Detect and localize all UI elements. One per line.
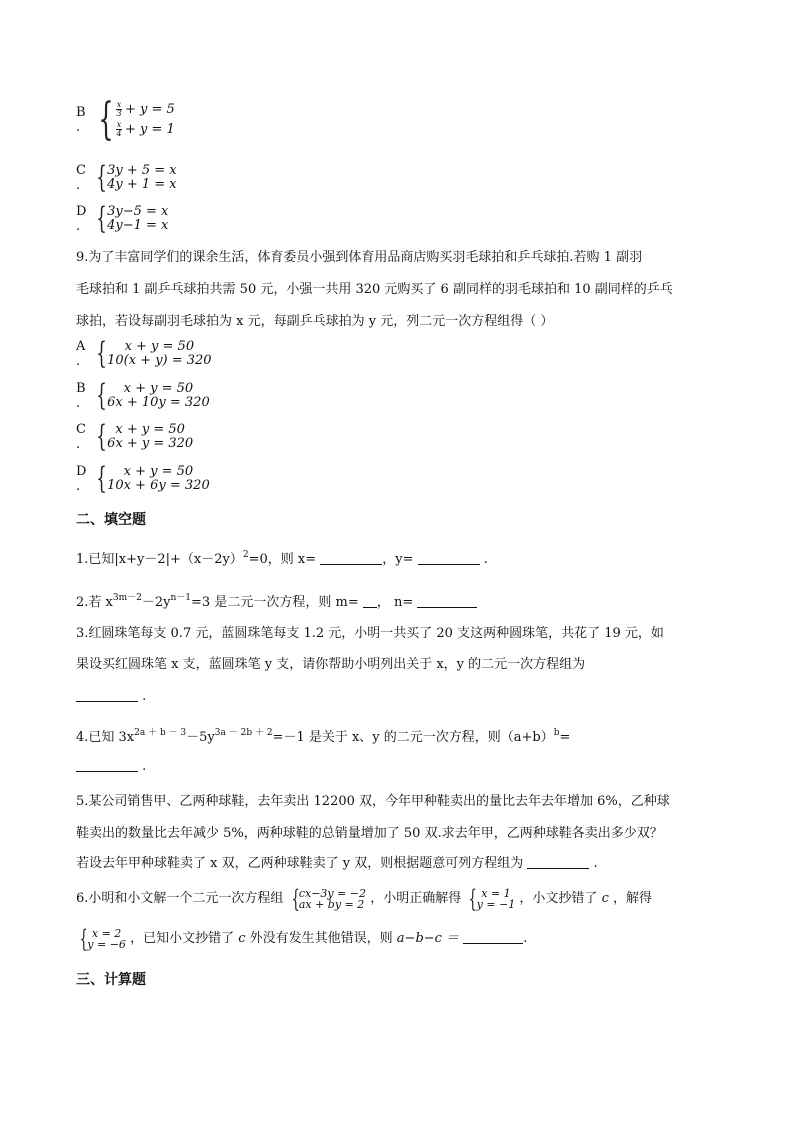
option-label: A . — [76, 339, 86, 369]
section-heading: 三、计算题 — [76, 972, 146, 988]
fill-question-5: 若设去年甲种球鞋卖了 x 双，乙两种球鞋卖了 y 双，则根据题意可列方程组为 . — [76, 856, 598, 871]
fill-question-4: 4.已知 $3x^{2a + b - 3}-5y^{3a - 2b + 2}=-1$ 是关于 x、y 的二元一次方程，则$(a+b)^b=$ — [76, 728, 571, 745]
equation-system: x + y = 50 6x + y = 320 — [107, 422, 194, 451]
equation-system: $\frac{x}{3}$ + y = 5 $\frac{x}{4}$ + y = 1 — [116, 100, 175, 138]
brace-icon: { — [468, 884, 478, 913]
answer-blank[interactable] — [320, 551, 382, 565]
answer-blank[interactable] — [76, 758, 138, 772]
brace-icon: { — [290, 884, 300, 913]
equation-system: { cx−3y = −2 ax + by = 2 — [290, 884, 367, 913]
brace-icon: { — [96, 336, 107, 371]
fill-question-5: 5.某公司销售甲、乙两种球鞋，去年卖出 12200 双，今年甲种鞋卖出的量比去年去年增加 6%，乙种球 — [76, 794, 670, 809]
equation-system: x + y = 50 6x + 10y = 320 — [107, 381, 210, 410]
equation-system: x + y = 50 10x + 6y = 320 — [107, 464, 210, 493]
fill-question-4: . — [76, 758, 146, 776]
brace-icon: { — [96, 378, 107, 413]
fill-question-3: 3.红圆珠笔每支 0.7 元，蓝圆珠笔每支 1.2 元，小明一共买了 20 支这两种圆珠笔，共花了 19 元，如 — [76, 626, 664, 641]
fill-question-5: 鞋卖出的数量比去年减少 5%，两种球鞋的总销量增加了 50 双.求去年甲，乙两种球鞋各卖出多少双？ — [76, 826, 663, 841]
brace-icon: { — [96, 201, 107, 236]
equation-system: 3y−5 = x 4y−1 = x — [107, 204, 169, 233]
brace-icon: { — [98, 94, 114, 145]
fill-question-3: . — [76, 688, 146, 706]
q9-option-b[interactable] — [76, 378, 210, 413]
fill-question-2: 2.若 $x^{3m-2}-2y^{n-1}=3$ 是二元一次方程，则 m= ， n= — [76, 589, 477, 612]
answer-blank[interactable] — [463, 930, 523, 944]
question-9-text: 9.为了丰富同学们的课余生活，体育委员小强到体育用品商店购买羽毛球拍和乒乓球拍.若购 1 副羽 — [76, 250, 643, 265]
equation-system: { x = 2 y = −6 — [79, 924, 126, 953]
answer-blank[interactable] — [527, 855, 589, 869]
option-label: B . — [76, 381, 86, 411]
option-label: D . — [76, 464, 87, 494]
equation-system: x + y = 50 10(x + y) = 320 — [107, 339, 212, 368]
q8-option-d[interactable] — [76, 201, 169, 236]
question-9-text: 毛球拍和 1 副乒乓球拍共需 50 元，小强一共用 320 元购买了 6 副同样的羽毛球拍和 10 副同样的乒乓 — [76, 282, 673, 297]
q9-option-a[interactable] — [76, 336, 212, 371]
equation-system: 3y + 5 = x 4y + 1 = x — [107, 163, 177, 192]
fill-question-3: 果设买红圆珠笔 x 支，蓝圆珠笔 y 支，请你帮助小明列出关于 x，y 的二元一次方程组为 — [76, 657, 586, 672]
answer-blank[interactable] — [363, 594, 377, 608]
question-9-text: 球拍，若设每副羽毛球拍为 x 元，每副乒乓球拍为 y 元，列二元一次方程组得（ ） — [76, 314, 554, 329]
answer-blank[interactable] — [417, 594, 477, 608]
fill-question-1: 1.已知$|x+y-2|+(x-2y)^2=0$，则 x= ，y= . — [76, 550, 488, 567]
option-label: C . — [76, 422, 86, 452]
q9-option-d[interactable] — [76, 461, 210, 496]
option-label: D . — [76, 204, 87, 234]
equation-system: { x = 1 y = −1 — [468, 884, 516, 913]
section-heading: 二、填空题 — [76, 512, 146, 528]
q9-option-c[interactable] — [76, 419, 194, 454]
option-label: B . — [76, 105, 86, 135]
brace-icon: { — [96, 419, 107, 454]
q8-option-c[interactable] — [76, 160, 177, 195]
q8-option-b[interactable] — [76, 94, 175, 145]
option-label: C . — [76, 163, 86, 193]
fill-question-6: { x = 2 y = −6 ，已知小文抄错了 c 外没有发生其他错误，则 a−b−c ＝ . — [76, 924, 527, 954]
brace-icon: { — [96, 160, 107, 195]
fill-question-6: 6.小明和小文解一个二元一次方程组 { cx−3y = −2 ax + by = 2 ，小明正确解得 { x = 1 y = −1 ，小文抄错了 c ，解得 — [76, 884, 653, 913]
brace-icon: { — [96, 461, 107, 496]
brace-icon: { — [79, 924, 88, 953]
answer-blank[interactable] — [418, 551, 480, 565]
answer-blank[interactable] — [76, 688, 138, 702]
